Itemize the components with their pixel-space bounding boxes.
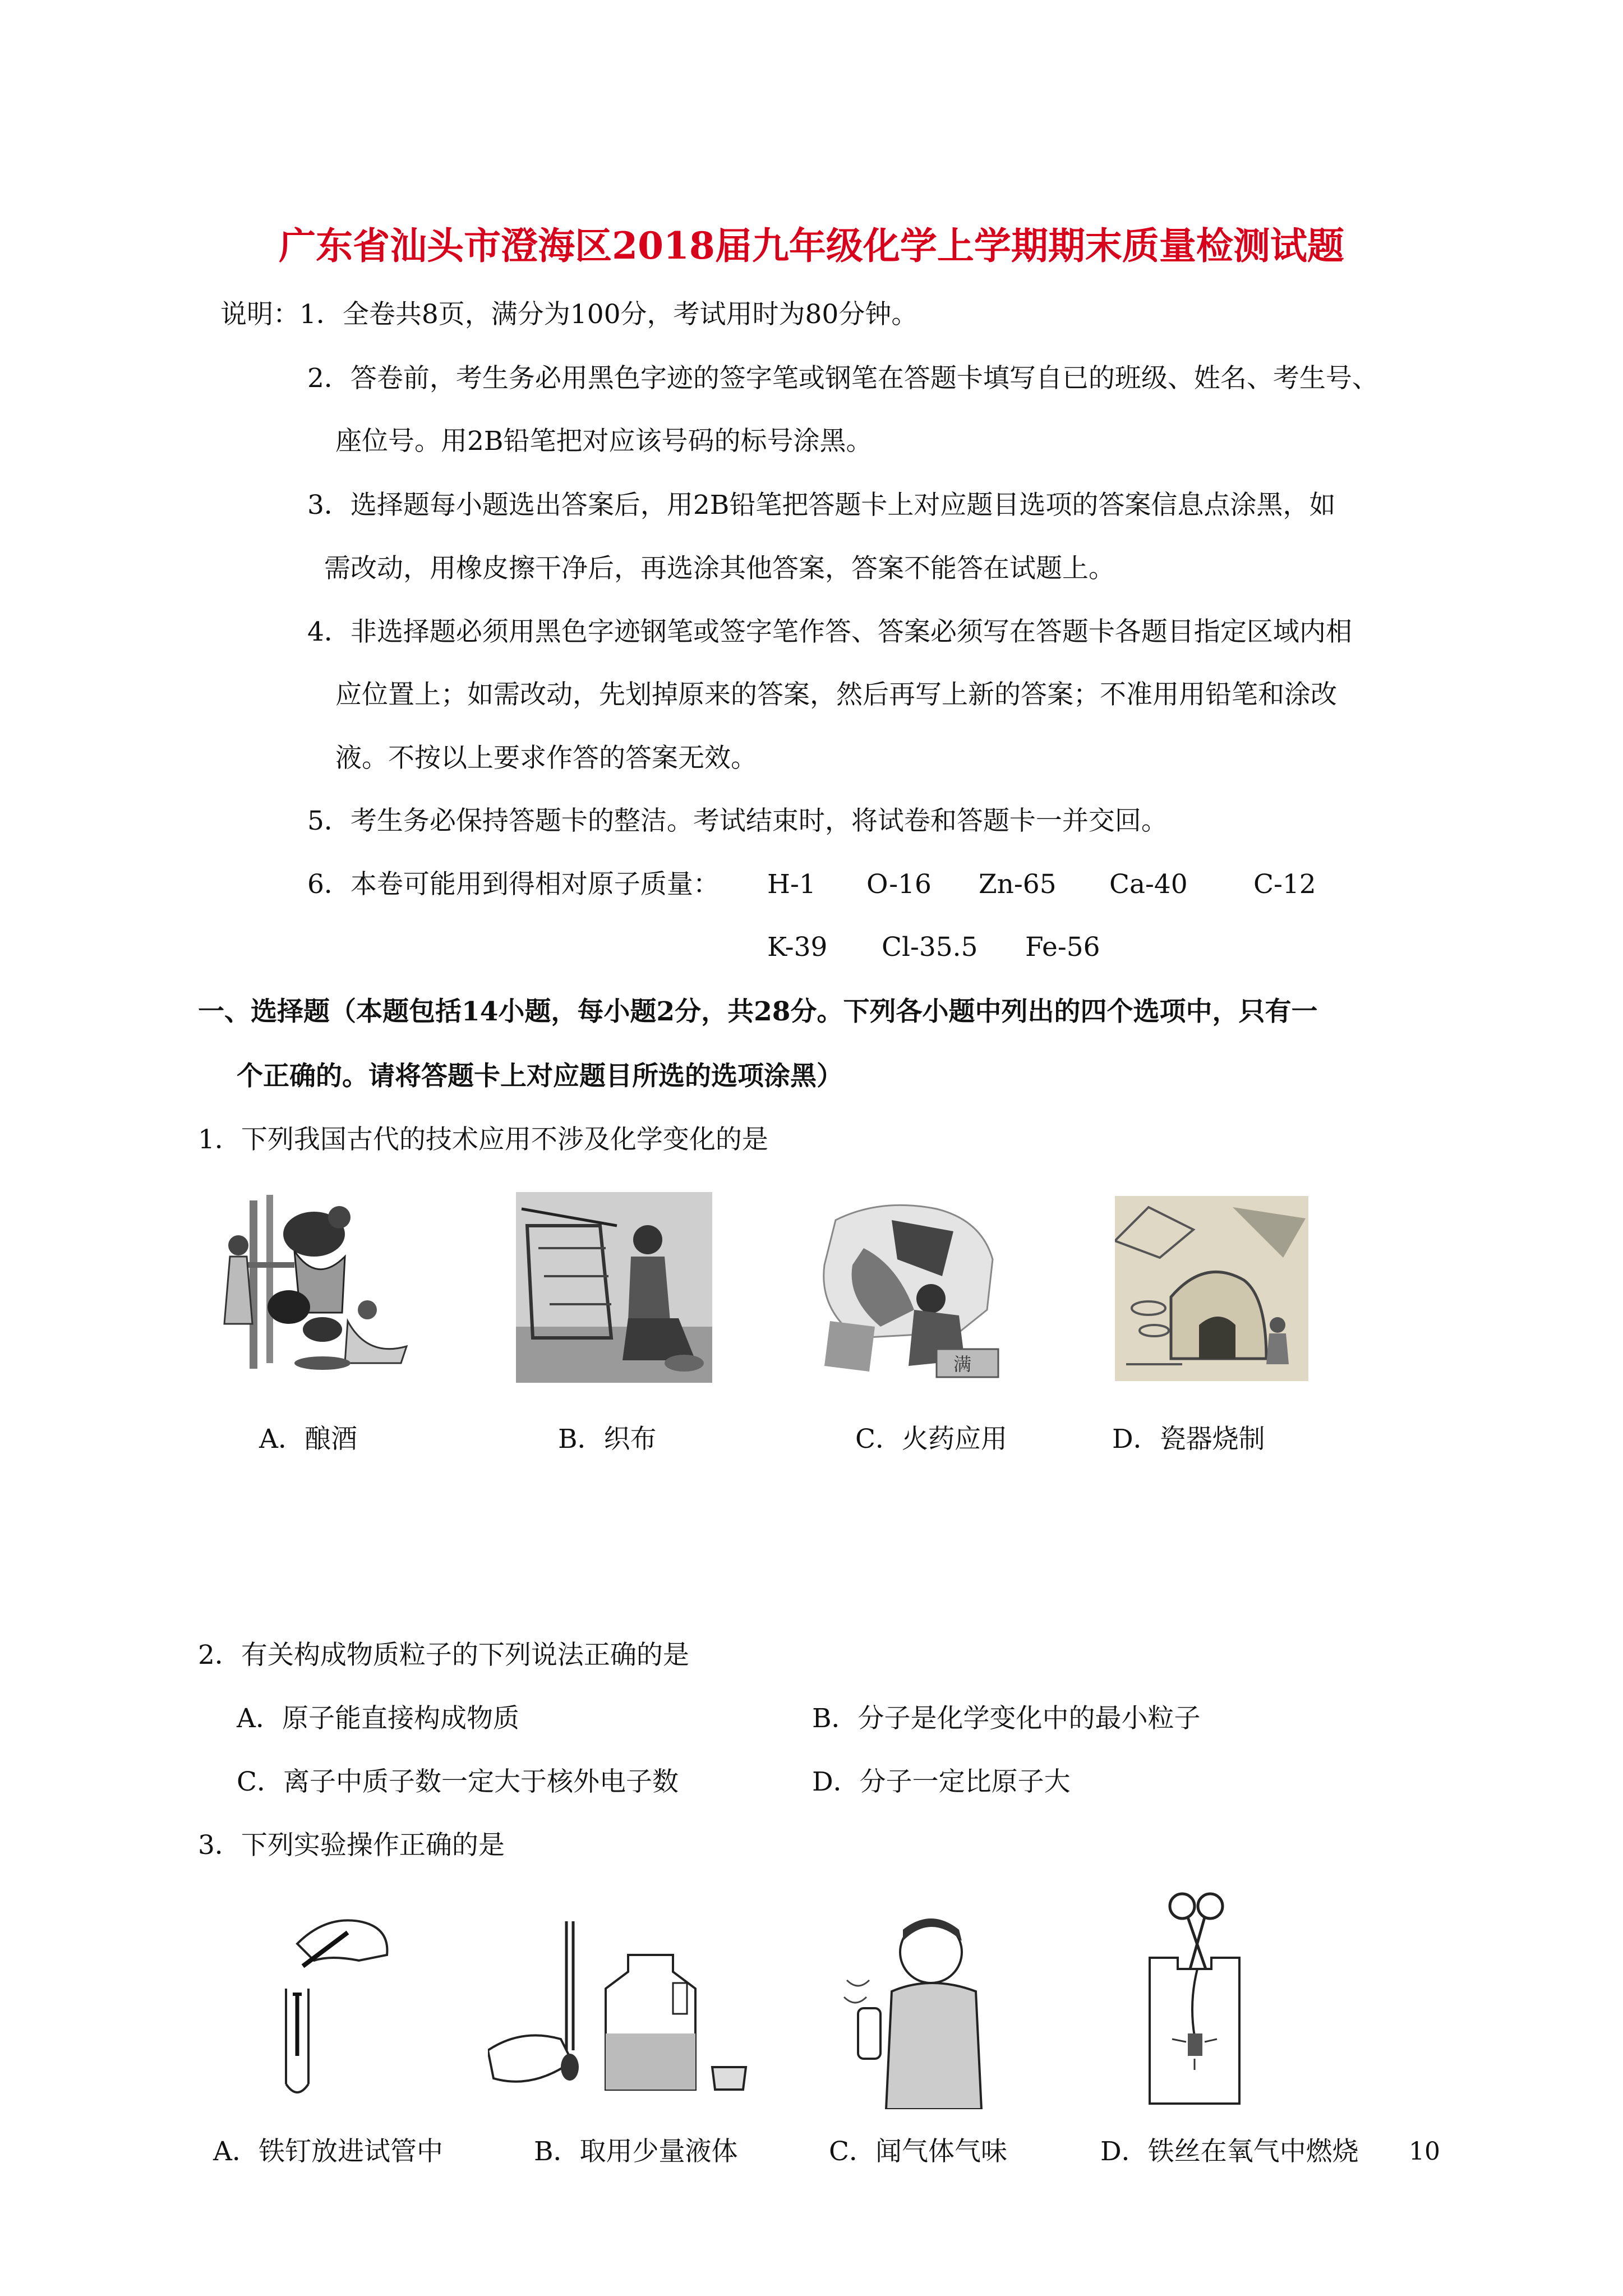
section1-heading-cont: 个正确的。请将答题卡上对应题目所选的选项涂黑）	[237, 1061, 843, 1092]
q1-stem: 1．下列我国古代的技术应用不涉及化学变化的是	[198, 1124, 768, 1155]
note-6: 6．本卷可能用到得相对原子质量：	[307, 869, 720, 900]
mass-o: O-16	[866, 869, 932, 900]
note-4a: 4．非选择题必须用黑色字迹钢笔或签字笔作答、答案必须写在答题卡各题目指定区域内相	[307, 616, 1352, 647]
mass-k: K-39	[767, 932, 828, 963]
mass-fe: Fe-56	[1025, 932, 1100, 963]
note-5: 5．考生务必保持答题卡的整洁。考试结束时，将试卷和答题卡一并交回。	[307, 806, 1168, 836]
mass-c: C-12	[1253, 869, 1316, 900]
q1-option-a: A．酿酒	[259, 1424, 357, 1455]
q3-figure-iron-burning	[1138, 1890, 1251, 2112]
note-2a: 2．答卷前，考生务必用黑色字迹的签字笔或钢笔在答题卡填写自已的班级、姓名、考生号、	[307, 363, 1378, 394]
mass-zn: Zn-65	[979, 869, 1057, 900]
q3-option-d: D．铁丝在氧气中燃烧	[1100, 2136, 1359, 2167]
note-2b: 座位号。用2B铅笔把对应该号码的标号涂黑。	[335, 426, 873, 457]
q3-option-a: A．铁钉放进试管中	[213, 2136, 443, 2167]
q1-figure-brewing	[222, 1195, 412, 1374]
q1-option-b: B．织布	[558, 1424, 657, 1455]
q1-figure-porcelain	[1115, 1196, 1308, 1381]
page-title: 广东省汕头市澄海区2018届九年级化学上学期期末质量检测试题	[279, 224, 1344, 268]
mass-cl: Cl-35.5	[882, 932, 978, 963]
mass-ca: Ca-40	[1109, 869, 1188, 900]
note-3a: 3．选择题每小题选出答案后，用2B铅笔把答题卡上对应题目选项的答案信息点涂黑，如	[307, 490, 1336, 521]
q3-figure-dropper	[488, 1921, 751, 2106]
q2-option-c: C．离子中质子数一定大于核外电子数	[237, 1766, 679, 1797]
q1-option-c: C．火药应用	[855, 1424, 1007, 1455]
q3-option-b: B．取用少量液体	[534, 2136, 738, 2167]
q2-stem: 2．有关构成物质粒子的下列说法正确的是	[198, 1640, 689, 1671]
page-number: 10	[1409, 2137, 1440, 2166]
q2-option-a: A．原子能直接构成物质	[237, 1703, 519, 1734]
note-4b: 应位置上；如需改动，先划掉原来的答案，然后再写上新的答案；不准用用铅笔和涂改	[335, 679, 1337, 710]
q3-option-c: C．闻气体气味	[829, 2136, 1007, 2167]
q2-option-d: D．分子一定比原子大	[812, 1766, 1071, 1797]
q3-figure-smell	[836, 1907, 987, 2109]
note-4c: 液。不按以上要求作答的答案无效。	[335, 743, 757, 774]
q3-stem: 3．下列实验操作正确的是	[198, 1830, 505, 1861]
mass-h: H-1	[767, 869, 816, 900]
note-1: 说明：1．全卷共8页，满分为100分，考试用时为80分钟。	[220, 299, 918, 330]
svg-text:满: 满	[953, 1354, 972, 1375]
q1-figure-weaving	[516, 1192, 712, 1383]
q1-option-d: D．瓷器烧制	[1112, 1424, 1265, 1455]
q1-figure-gunpowder	[813, 1198, 1004, 1383]
q2-option-b: B．分子是化学变化中的最小粒子	[812, 1703, 1201, 1734]
note-3b: 需改动，用橡皮擦干净后，再选涂其他答案，答案不能答在试题上。	[324, 553, 1115, 584]
q3-figure-nail-tube	[264, 1904, 393, 2106]
section1-heading: 一、选择题（本题包括14小题，每小题2分，共28分。下列各小题中列出的四个选项中，只有一	[198, 996, 1318, 1027]
